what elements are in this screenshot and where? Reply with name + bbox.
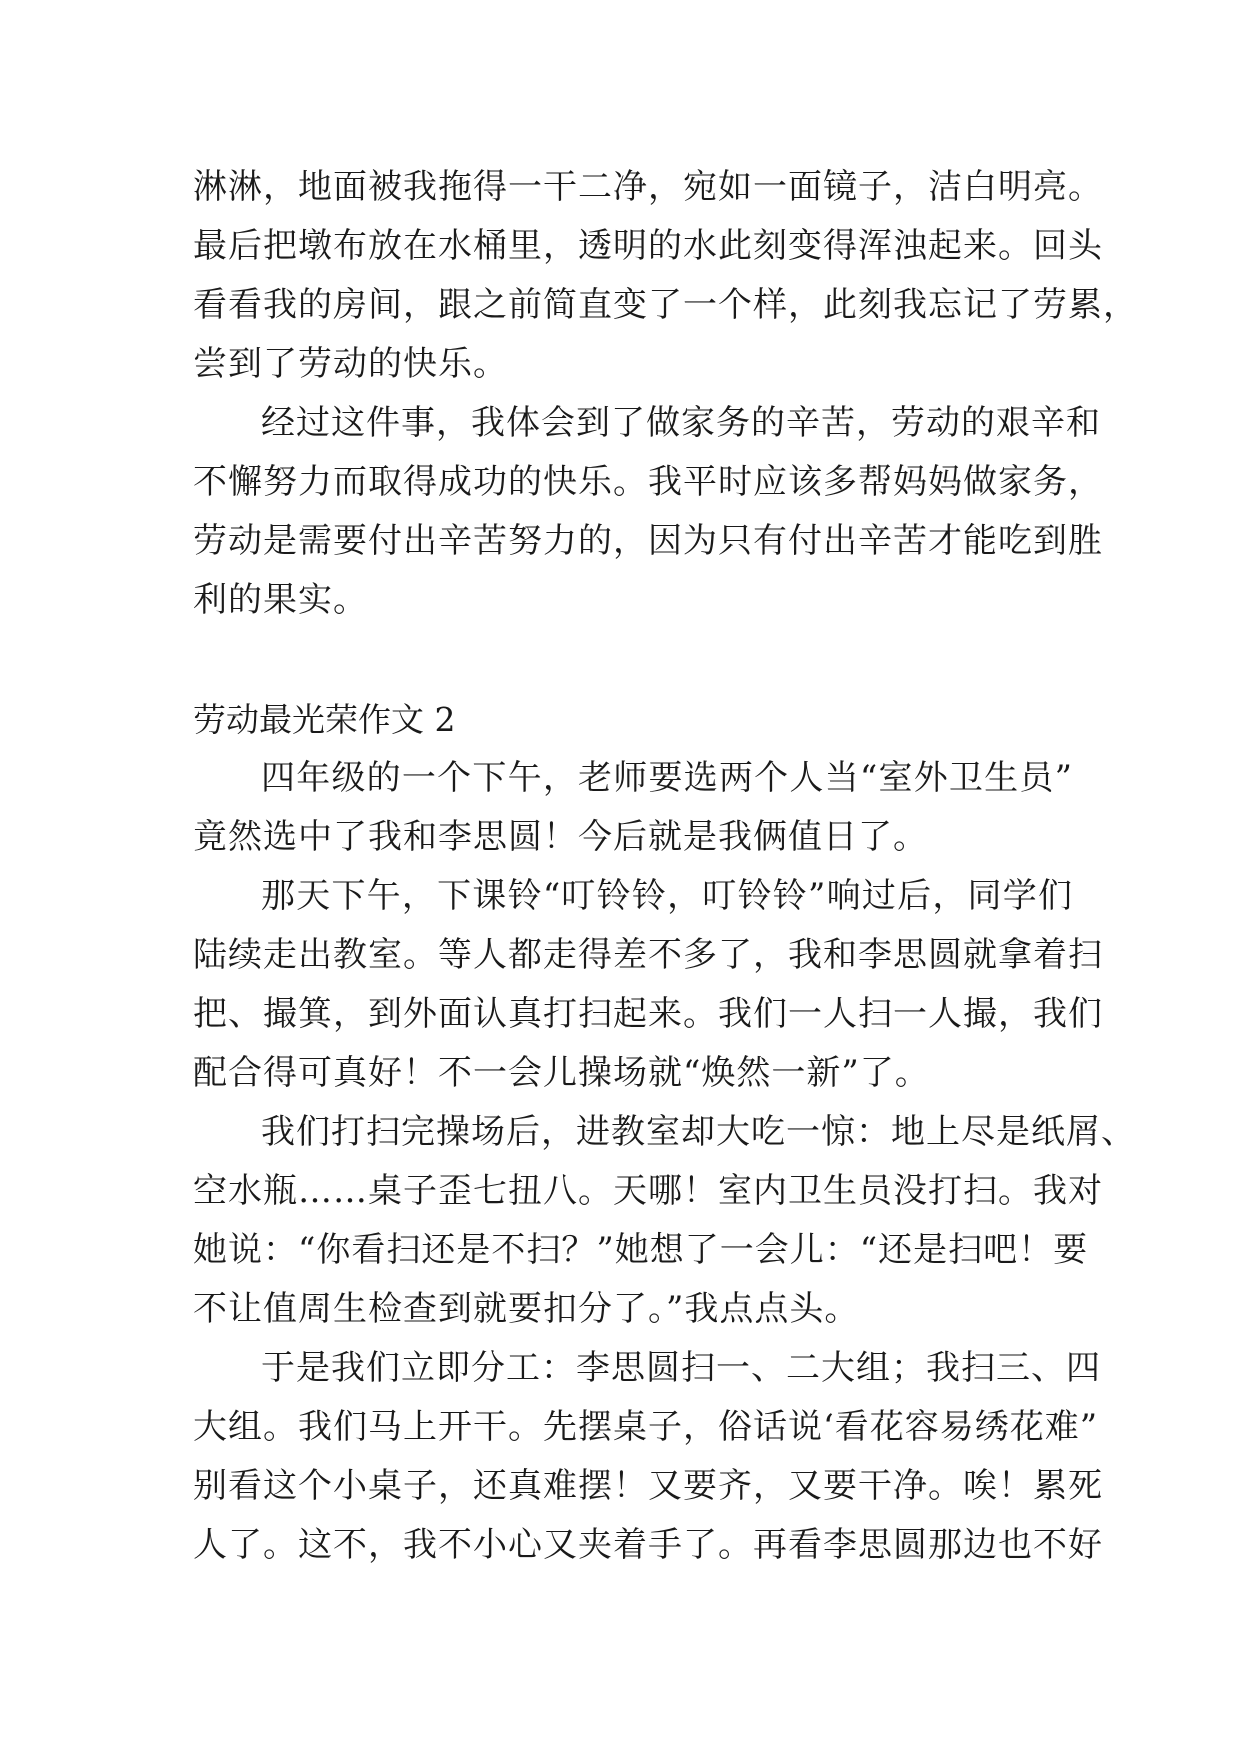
paragraph [193, 394, 1103, 630]
text-line: 看看我的房间，跟之前简直变了一个样，此刻我忘记了劳累， [193, 285, 1138, 325]
paragraph [193, 867, 1103, 1103]
text-line: 大组。我们马上开干。先摆桌子，俗话说‘看花容易绣花难” [193, 1407, 1099, 1447]
text-line: 利的果实。 [193, 580, 368, 620]
text-line: 竟然选中了我和李思圆！今后就是我俩值日了。 [193, 817, 928, 857]
paragraph [193, 1103, 1136, 1339]
text-line: 那天下午，下课铃“叮铃铃，叮铃铃”响过后，同学们 [261, 876, 1073, 916]
text-line: 四年级的一个下午，老师要选两个人当“室外卫生员” [261, 758, 1073, 798]
text-line: 我们打扫完操场后，进教室却大吃一惊：地上尽是纸屑、 [261, 1112, 1136, 1152]
text-line: 于是我们立即分工：李思圆扫一、二大组；我扫三、四 [261, 1348, 1101, 1388]
paragraph [193, 158, 1138, 394]
text-line: 人了。这不，我不小心又夹着手了。再看李思圆那边也不好 [193, 1525, 1103, 1565]
text-line: 空水瓶……桌子歪七扭八。天哪！室内卫生员没打扫。我对 [193, 1171, 1103, 1211]
text-line: 别看这个小桌子，还真难摆！又要齐，又要干净。唉！累死 [193, 1466, 1103, 1506]
text-line: 不懈努力而取得成功的快乐。我平时应该多帮妈妈做家务， [193, 462, 1103, 502]
text-line: 配合得可真好！不一会儿操场就“焕然一新”了。 [193, 1053, 930, 1093]
document-body [193, 158, 1138, 1575]
text-line: 淋淋，地面被我拖得一干二净，宛如一面镜子，洁白明亮。 [193, 167, 1103, 207]
paragraph [193, 1339, 1103, 1575]
text-line: 最后把墩布放在水桶里，透明的水此刻变得浑浊起来。回头 [193, 226, 1103, 266]
text-line: 她说：“你看扫还是不扫？”她想了一会儿：“还是扫吧！要 [193, 1230, 1089, 1270]
paragraph [193, 749, 1073, 867]
text-line: 陆续走出教室。等人都走得差不多了，我和李思圆就拿着扫 [193, 935, 1103, 975]
text-line: 劳动是需要付出辛苦努力的，因为只有付出辛苦才能吃到胜 [193, 521, 1103, 561]
section-spacer [193, 630, 1073, 690]
text-line: 尝到了劳动的快乐。 [193, 344, 508, 384]
text-line: 经过这件事，我体会到了做家务的辛苦，劳动的艰辛和 [261, 403, 1101, 443]
text-line: 不让值周生检查到就要扣分了。”我点点头。 [193, 1289, 860, 1329]
text-line: 把、撮箕，到外面认真打扫起来。我们一人扫一人撮，我们 [193, 994, 1103, 1034]
section-title: 劳动最光荣作文 2 [193, 700, 456, 739]
